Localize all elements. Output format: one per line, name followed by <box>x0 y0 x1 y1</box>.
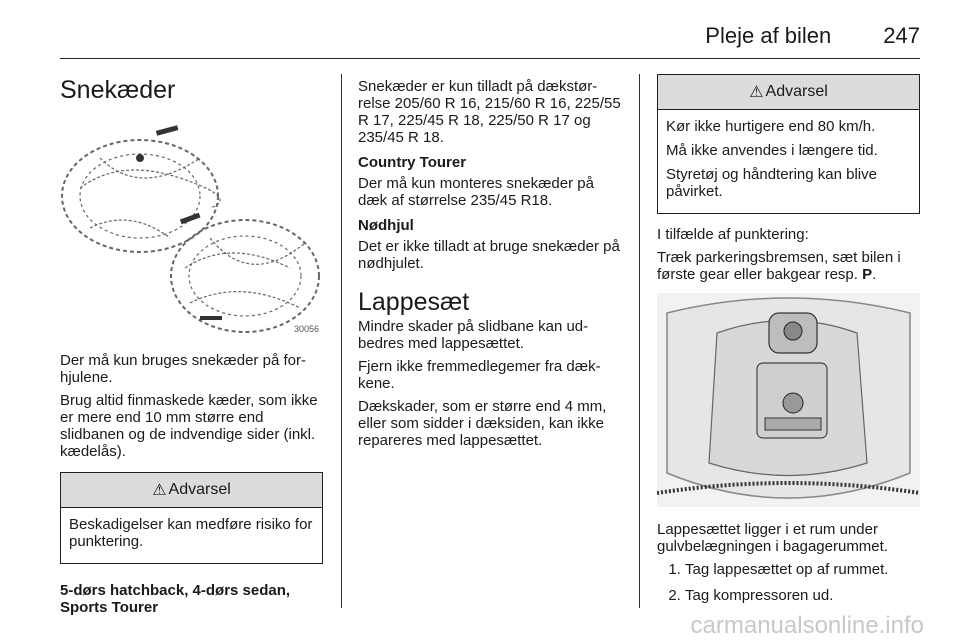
warning-box <box>60 472 323 564</box>
watermark: carmanualsonline.info <box>690 612 924 639</box>
warning-icon: ⚠ <box>152 482 167 499</box>
warning-title: ⚠ Advarsel <box>658 75 919 110</box>
column-divider-1 <box>341 74 342 608</box>
snow-chain-illustration <box>60 118 323 336</box>
steps-list <box>657 561 920 604</box>
section-heading-repair-kit: Lappesæt <box>358 288 470 316</box>
warning-icon: ⚠ <box>749 84 764 101</box>
subheading-models: 5-dørs hatchback, 4-dørs sedan, Sports Tourer <box>60 582 291 616</box>
column-3 <box>657 74 920 613</box>
column-1 <box>60 74 323 620</box>
warning-body: Kør ikke hurtigere end 80 km/h. Må ikke anvendes i længere tid. Styretøj og håndtering kan blive påvirket. <box>666 118 878 200</box>
section-heading-snow-chains: Snekæder <box>60 76 176 104</box>
header-title: Pleje af bilen <box>705 23 832 48</box>
subheading-country-tourer: Country Tourer <box>358 154 467 171</box>
paragraph: Dækskader, som er større end 4 mm, eller som sidder i dæksiden, kan ikke repareres med lappesættet. <box>358 398 607 449</box>
snow-chains-drawing <box>60 118 323 336</box>
subheading-spare-wheel: Nødhjul <box>358 217 414 234</box>
paragraph: Snekæder er kun tilladt på dækstør-relse 205/60 R 16, 215/60 R 16, 225/55 R 17, 225/45 R 18, 225/50 R 17 og 235/45 R 18. <box>358 78 621 146</box>
repair-kit-illustration <box>657 293 920 507</box>
header-rule <box>60 58 920 59</box>
page-header <box>60 14 920 58</box>
list-item: 2. Tag kompressoren ud. <box>685 587 920 604</box>
figure-number: 30056 <box>293 324 319 334</box>
column-2 <box>358 74 622 455</box>
column-divider-2 <box>639 74 640 608</box>
warning-body: Beskadigelser kan medføre risiko for punktering. <box>69 516 313 550</box>
trunk-compartment-drawing <box>657 293 920 507</box>
warning-title: ⚠ Advarsel <box>61 473 322 508</box>
paragraph: Træk parkeringsbremsen, sæt bilen i første gear eller bakgear resp. P. <box>657 249 901 283</box>
paragraph: Det er ikke tilladt at bruge snekæder på nødhjulet. <box>358 238 620 272</box>
paragraph: Fjern ikke fremmedlegemer fra dæk-kene. <box>358 358 601 392</box>
list-item: 1. Tag lappesættet op af rummet. <box>685 561 920 578</box>
paragraph: Der må kun bruges snekæder på for-hjulene. <box>60 352 306 386</box>
paragraph: I tilfælde af punktering: <box>657 226 809 243</box>
paragraph: Mindre skader på slidbane kan ud-bedres med lappesættet. <box>358 318 589 352</box>
paragraph: Der må kun monteres snekæder på dæk af størrelse 235/45 R18. <box>358 175 594 209</box>
paragraph: Lappesættet ligger i et rum under gulvbelægningen i bagagerummet. <box>657 521 888 555</box>
paragraph: Brug altid finmaskede kæder, som ikke er mere end 10 mm større end slidbanen og de indvendige sider (inkl. kædelås). <box>60 392 318 460</box>
warning-box <box>657 74 920 214</box>
page-number: 247 <box>883 23 920 48</box>
